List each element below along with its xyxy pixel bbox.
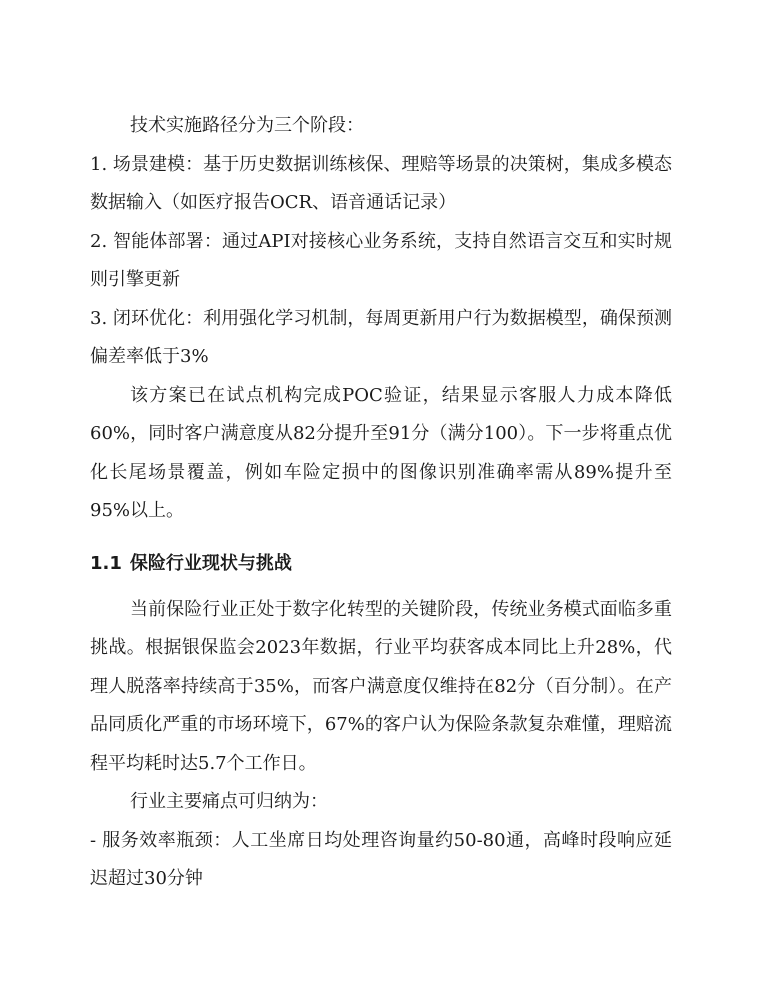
list-item-step-2: 2. 智能体部署：通过API对接核心业务系统，支持自然语言交互和实时规则引擎更新 — [90, 230, 672, 290]
list-item-step-1: 1. 场景建模：基于历史数据训练核保、理赔等场景的决策树，集成多模态数据输入（如医疗报告OCR、语音通话记录） — [90, 153, 672, 213]
section-heading — [90, 545, 672, 583]
section-title: 保险行业现状与挑战 — [129, 552, 292, 574]
section-number: 1.1 — [90, 552, 122, 574]
paragraph-pain-points-intro: 行业主要痛点可归纳为： — [130, 791, 328, 812]
list-item-step-3: 3. 闭环优化：利用强化学习机制，每周更新用户行为数据模型，确保预测偏差率低于3% — [90, 307, 672, 367]
paragraph-industry-status: 当前保险行业正处于数字化转型的关键阶段，传统业务模式面临多重挑战。根据银保监会2023年数据，行业平均获客成本同比上升28%，代理人脱落率持续高于35%，而客户满意度仅维持在82分（百分制）。在产品同质化严重的市场环境下，67%的客户认为保险条款复杂难懂，理赔流程平均耗时达5.7个工作日。 — [90, 598, 672, 774]
paragraph-poc-result: 该方案已在试点机构完成POC验证，结果显示客服人力成本降低60%，同时客户满意度从82分提升至91分（满分100）。下一步将重点优化长尾场景覆盖，例如车险定损中的图像识别准确率需从89%提升至95%以上。 — [90, 384, 672, 521]
list-item-pain-point-1: - 服务效率瓶颈：人工坐席日均处理咨询量约50-80通，高峰时段响应延迟超过30分钟 — [90, 829, 672, 889]
paragraph-intro: 技术实施路径分为三个阶段： — [130, 115, 364, 136]
document-body — [90, 107, 672, 899]
